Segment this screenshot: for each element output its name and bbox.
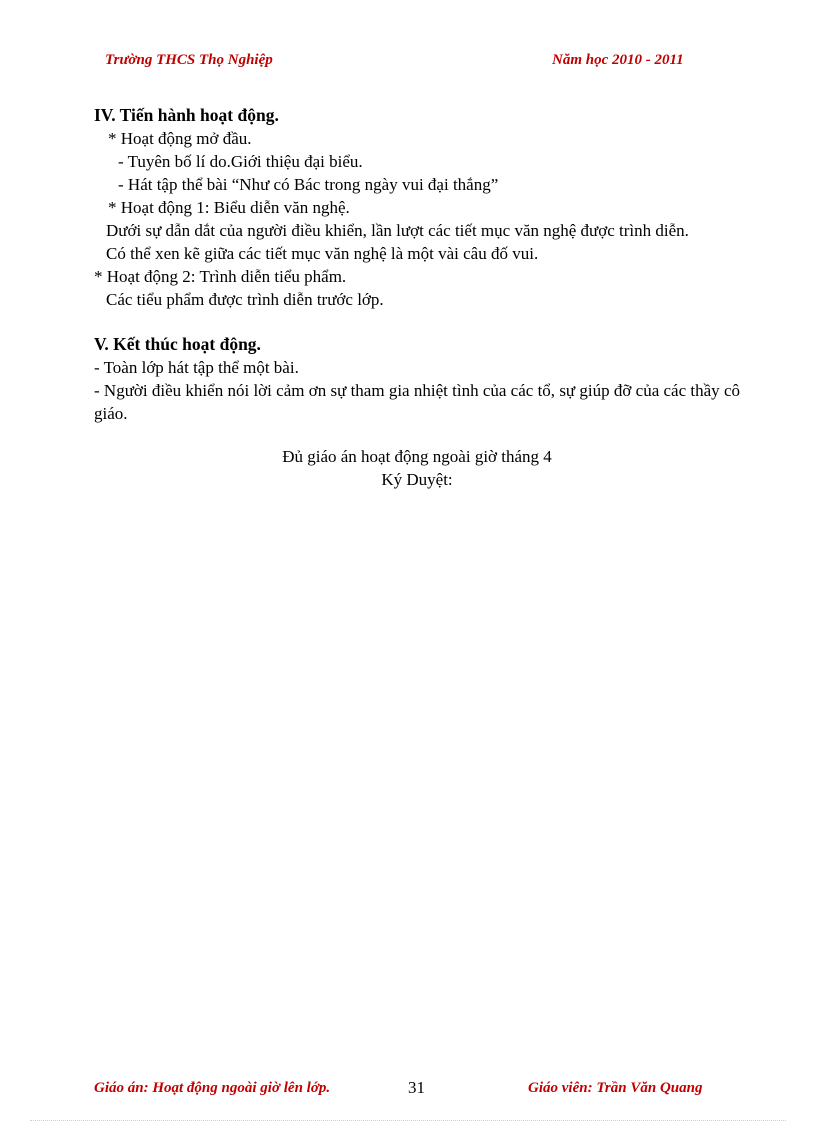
activity-2-title: * Hoạt động 2: Trình diễn tiểu phẩm. [94, 267, 347, 286]
section-5-heading: V. Kết thúc hoạt động. [94, 334, 261, 354]
closing-item-2: - Người điều khiển nói lời cảm ơn sự tham gia nhiệt tình của các tổ, sự giúp đỡ của các thầy cô giáo. [94, 381, 740, 423]
footer-lesson-title: Giáo án: Hoạt động ngoài giờ lên lớp. [94, 1080, 331, 1096]
activity-opening: * Hoạt động mở đầu. [108, 129, 252, 148]
header-school-name: Trường THCS Thọ Nghiệp [105, 52, 273, 68]
approval-statement: Đủ giáo án hoạt động ngoài giờ tháng 4 [282, 447, 552, 466]
closing-item-1: - Toàn lớp hát tập thể một bài. [94, 358, 299, 377]
document-body [94, 104, 740, 491]
header-school-year: Năm học 2010 - 2011 [552, 52, 684, 68]
footer-teacher-name: Giáo viên: Trần Văn Quang [528, 1080, 703, 1096]
page-bottom-divider [30, 1120, 786, 1121]
page-number: 31 [408, 1078, 425, 1097]
opening-item-1: - Tuyên bố lí do.Giới thiệu đại biểu. [118, 152, 363, 171]
opening-item-2: - Hát tập thể bài “Như có Bác trong ngày vui đại thắng” [118, 175, 499, 194]
activity-1-note: Có thể xen kẽ giữa các tiết mục văn nghệ là một vài câu đố vui. [106, 244, 539, 263]
signature-label: Ký Duyệt: [381, 470, 453, 489]
activity-2-description: Các tiểu phẩm được trình diễn trước lớp. [106, 290, 384, 309]
section-4-heading: IV. Tiến hành hoạt động. [94, 105, 279, 125]
activity-1-description: Dưới sự dẫn dắt của người điều khiển, lần lượt các tiết mục văn nghệ được trình diễn. [106, 221, 689, 240]
activity-1-title: * Hoạt động 1: Biểu diễn văn nghệ. [108, 198, 350, 217]
